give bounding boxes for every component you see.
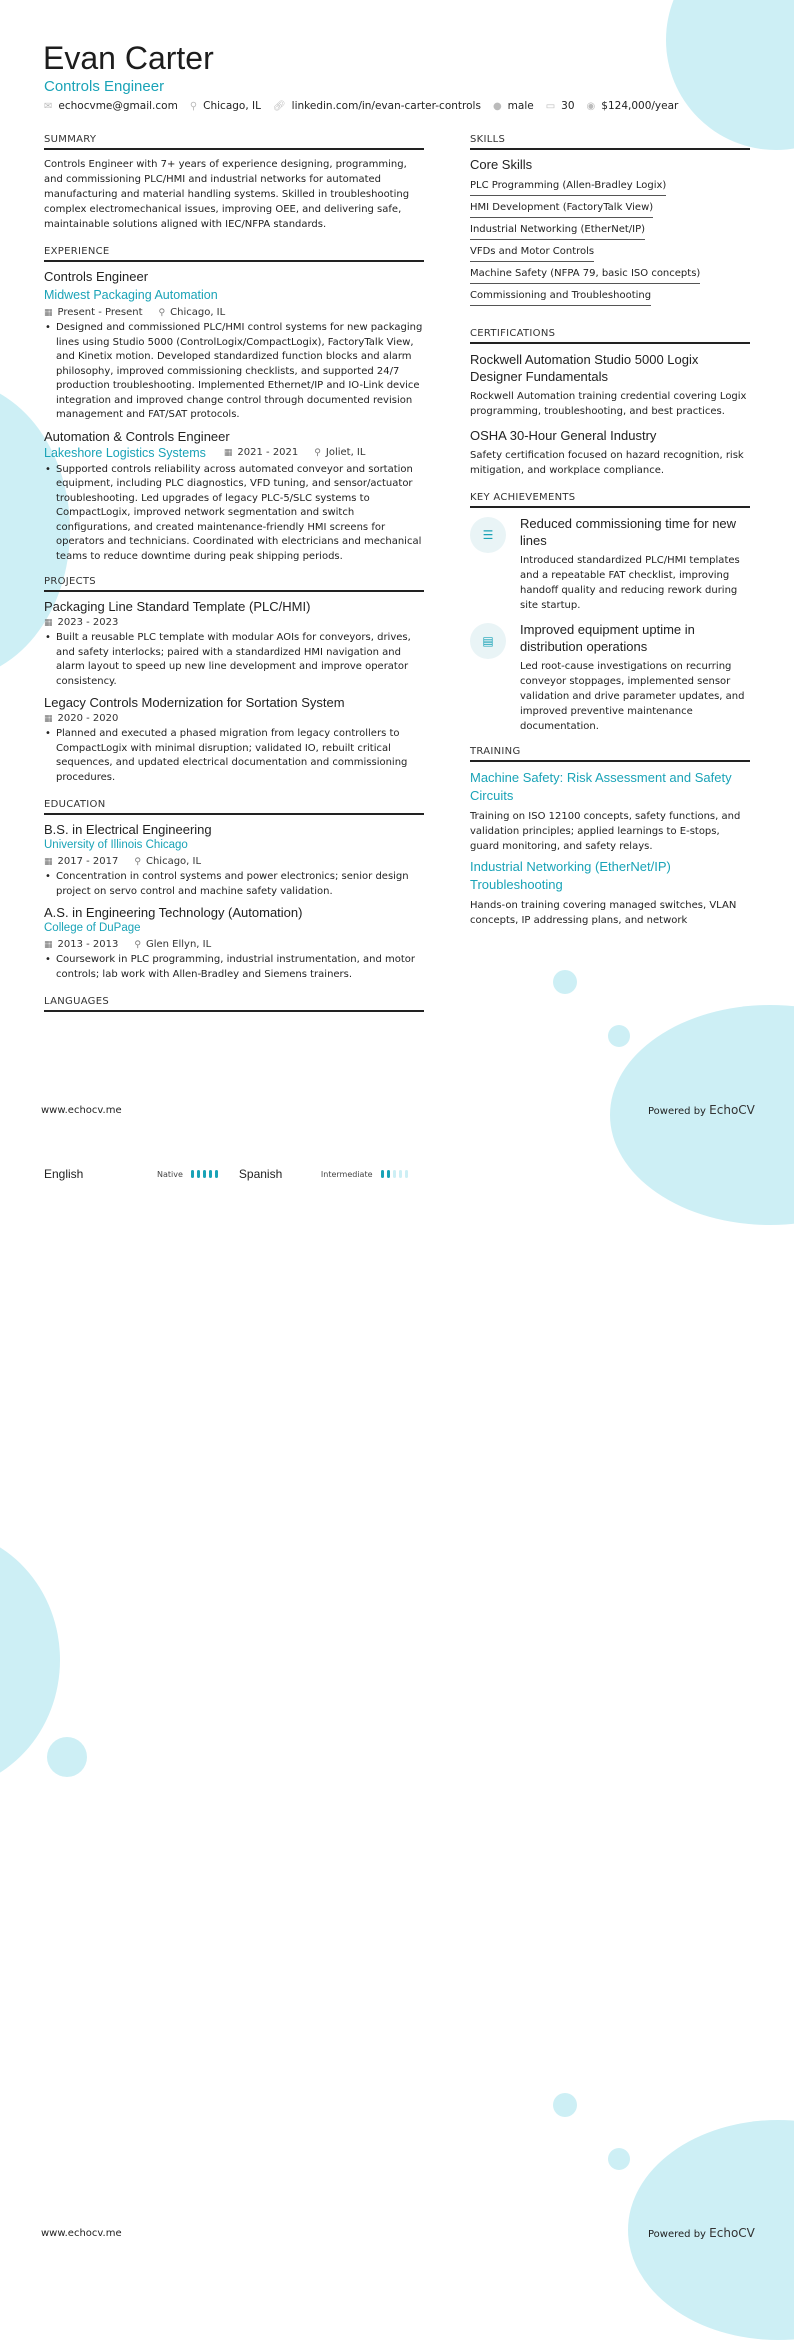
calendar-icon: ▦ — [44, 713, 53, 724]
experience-section — [44, 246, 424, 564]
contact-bar — [44, 100, 690, 112]
languages-row — [44, 1167, 424, 1181]
location-pin-icon: ⚲ — [314, 447, 321, 458]
education-heading: EDUCATION — [44, 799, 424, 815]
summary-section — [44, 134, 424, 232]
achievement-item — [470, 621, 750, 734]
rating-dot — [399, 1170, 402, 1178]
job-meta: ▦ Present - Present ⚲ Chicago, IL — [44, 307, 226, 318]
project-title: Packaging Line Standard Template (PLC/HMI) — [44, 599, 311, 614]
job-title-text: Automation & Controls Engineer — [44, 428, 230, 444]
candidate-name: Evan Carter — [43, 40, 214, 76]
location-pin-icon: ⚲ — [134, 939, 141, 950]
job-bullet: • Designed and commissioned PLC/HMI control systems for new packaging lines using Studio 5000 (ControlLogix/CompactLogix), FactoryTalk View, and Kinetix motion. Developed standardized function blocks and alarm philosophy, improved commissioning checklists, and supported 24/7 production troubleshooting. Implemented Ethernet/IP and IO-Link device integration and improved change control through documented revision management and FAT/SAT protocols. — [44, 321, 424, 423]
decor-circle-small-4 — [553, 2093, 577, 2117]
projects-section — [44, 576, 424, 785]
school-name: College of DuPage — [44, 922, 141, 934]
job-title: Controls Engineer — [44, 78, 165, 95]
education-bullet: • Concentration in control systems and power electronics; senior design project on servo control and machine safety validation. — [44, 870, 424, 899]
training-desc: Hands-on training covering managed switches, VLAN concepts, IP addressing plans, and network — [470, 900, 737, 926]
summary-text: Controls Engineer with 7+ years of experience designing, programming, and commissioning PLC/HMI and industrial networks for automated manufacturing and material handling systems. Skilled in troubleshooting complex electromechanical issues, improving OEE, and delivering safe, maintainable solutions aligned with IEC/NFPA standards. — [44, 159, 410, 230]
degree-title: B.S. in Electrical Engineering — [44, 822, 212, 837]
contact-gender: ● male — [492, 100, 534, 112]
decor-circle-small-2 — [608, 1025, 630, 1047]
certification-title: OSHA 30-Hour General Industry — [470, 428, 657, 443]
rating-dot — [381, 1170, 384, 1178]
job-entry — [44, 429, 424, 565]
document-icon: ▤ — [470, 623, 506, 659]
calendar-icon: ▭ — [545, 100, 556, 112]
left-column — [44, 134, 424, 1019]
skill-item: HMI Development (FactoryTalk View) — [470, 198, 653, 218]
calendar-icon: ▦ — [223, 447, 233, 458]
decor-circle-small-1 — [553, 970, 577, 994]
company-name: Lakeshore Logistics Systems — [44, 445, 206, 460]
calendar-icon: ▦ — [44, 617, 53, 628]
location-pin-icon: ⚲ — [134, 856, 141, 867]
rating-dot — [209, 1170, 212, 1178]
education-meta: ▦ 2017 - 2017 ⚲ Chicago, IL — [44, 856, 202, 867]
language-rating — [381, 1170, 411, 1178]
location-pin-icon: ⚲ — [189, 100, 198, 112]
training-title: Machine Safety: Risk Assessment and Safety Circuits — [470, 770, 732, 803]
training-section — [470, 746, 750, 928]
education-entry — [44, 905, 424, 982]
skill-item: Commissioning and Troubleshooting — [470, 286, 651, 306]
skill-item: Industrial Networking (EtherNet/IP) — [470, 220, 645, 240]
decor-circle-top-right — [666, 0, 794, 150]
rating-dot — [191, 1170, 194, 1178]
training-desc: Training on ISO 12100 concepts, safety functions, and validation principles; applied learnings to E-stops, guard monitoring, and safety relays. — [470, 811, 741, 852]
achievement-title: Reduced commissioning time for new lines — [520, 516, 737, 548]
school-name: University of Illinois Chicago — [44, 839, 188, 851]
project-bullet: • Planned and executed a phased migration from legacy controllers to CompactLogix with minimal disruption; validated IO, rebuilt critical sequences, and updated electrical documentation and commissioning procedures. — [44, 727, 424, 785]
person-icon: ● — [492, 100, 502, 112]
decor-circle-small-5 — [608, 2148, 630, 2170]
certifications-section — [470, 328, 750, 478]
education-section — [44, 799, 424, 982]
contact-salary: ◉ $124,000/year — [586, 100, 679, 112]
footer-website[interactable]: www.echocv.me — [41, 2228, 122, 2239]
achievements-section — [470, 492, 750, 734]
certification-desc: Safety certification focused on hazard recognition, risk mitigation, and workplace compliance. — [470, 450, 744, 476]
calendar-icon: ▦ — [44, 939, 53, 950]
languages-section — [44, 996, 424, 1012]
language-rating — [191, 1170, 239, 1178]
skill-item: PLC Programming (Allen-Bradley Logix) — [470, 176, 666, 196]
training-heading: TRAINING — [470, 746, 750, 762]
skill-item: Machine Safety (NFPA 79, basic ISO concepts) — [470, 264, 700, 284]
achievement-item — [470, 515, 750, 613]
experience-heading: EXPERIENCE — [44, 246, 424, 262]
footer-powered: Powered by EchoCV — [648, 2226, 755, 2240]
calendar-icon: ▦ — [44, 856, 53, 867]
language-level: Native — [157, 1169, 183, 1179]
achievement-title: Improved equipment uptime in distribution operations — [520, 622, 695, 654]
rating-dot — [405, 1170, 408, 1178]
footer-website[interactable]: www.echocv.me — [41, 1105, 122, 1116]
achievement-desc: Led root-cause investigations on recurring conveyor stoppages, implemented sensor validation and drive parameter updates, and improved preventive maintenance documentation. — [520, 661, 745, 732]
certification-desc: Rockwell Automation training credential covering Logix programming, troubleshooting, and best practices. — [470, 391, 747, 417]
language-level: Intermediate — [320, 1169, 373, 1179]
rating-dot — [215, 1170, 218, 1178]
location-pin-icon: ⚲ — [158, 307, 166, 318]
company-name: Midwest Packaging Automation — [44, 288, 218, 302]
certifications-heading: CERTIFICATIONS — [470, 328, 750, 344]
certification-title: Rockwell Automation Studio 5000 Logix Designer Fundamentals — [470, 352, 699, 384]
job-title-text: Controls Engineer — [44, 269, 149, 284]
contact-email: ✉ echocvme@gmail.com — [44, 100, 178, 112]
education-meta: ▦ 2013 - 2013 ⚲ Glen Ellyn, IL — [44, 939, 212, 950]
language-name: English — [44, 1167, 84, 1181]
money-icon: ◉ — [586, 100, 596, 112]
right-column — [470, 134, 750, 928]
project-title: Legacy Controls Modernization for Sortation System — [44, 695, 345, 710]
skills-heading: SKILLS — [470, 134, 750, 150]
skills-section — [470, 134, 750, 306]
rating-dot — [387, 1170, 390, 1178]
summary-heading: SUMMARY — [44, 134, 424, 150]
achievement-desc: Introduced standardized PLC/HMI templates and a repeatable FAT checklist, improving handoff quality and reducing rework during site startup. — [520, 555, 740, 611]
footer-powered: Powered by EchoCV — [648, 1103, 755, 1117]
projects-heading: PROJECTS — [44, 576, 424, 592]
job-entry — [44, 269, 424, 423]
link-icon: 🔗︎ — [272, 100, 286, 112]
rating-dot — [197, 1170, 200, 1178]
education-entry — [44, 822, 424, 899]
project-meta: ▦ 2020 - 2020 — [44, 713, 119, 724]
contact-age: ▭ 30 — [545, 100, 575, 112]
footer-brand: EchoCV — [709, 1103, 755, 1117]
list-icon: ☰ — [470, 517, 506, 553]
language-name: Spanish — [238, 1167, 283, 1181]
contact-linkedin[interactable]: 🔗︎ linkedin.com/in/evan-carter-controls — [272, 100, 481, 112]
project-meta: ▦ 2023 - 2023 — [44, 617, 119, 628]
training-title: Industrial Networking (EtherNet/IP) Troubleshooting — [470, 859, 671, 892]
rating-dot — [393, 1170, 396, 1178]
contact-location: ⚲ Chicago, IL — [189, 100, 261, 112]
rating-dot — [203, 1170, 206, 1178]
skill-item: VFDs and Motor Controls — [470, 242, 594, 262]
project-entry — [44, 695, 424, 785]
project-bullet: • Built a reusable PLC template with modular AOIs for conveyors, drives, and safety interlocks; paired with a standardized HMI navigation and alarm layout to speed up new line development and improve operator consistency. — [44, 631, 424, 689]
project-entry — [44, 599, 424, 689]
languages-heading: LANGUAGES — [44, 996, 424, 1012]
email-icon: ✉ — [44, 100, 53, 112]
footer-brand: EchoCV — [709, 2226, 755, 2240]
calendar-icon: ▦ — [44, 307, 53, 318]
degree-title: A.S. in Engineering Technology (Automation) — [44, 905, 303, 920]
education-bullet: • Coursework in PLC programming, industrial instrumentation, and motor controls; lab work with Allen-Bradley and Siemens trainers. — [44, 953, 424, 982]
job-bullet: • Supported controls reliability across automated conveyor and sortation equipment, including PLC diagnostics, VFD tuning, and sensor/actuator troubleshooting. Led upgrades of legacy PLC-5/SLC systems to CompactLogix, improved network segmentation and switch configurations, and created maintenance-friendly HMI screens for operators and technicians. Coordinated with electricians and mechanical teams to reduce downtime during peak shipping periods. — [44, 463, 424, 565]
skills-group-title: Core Skills — [470, 157, 533, 172]
decor-circle-small-3 — [47, 1737, 87, 1777]
job-meta: Lakeshore Logistics Systems ▦ 2021 - 2021 ⚲ Joliet, IL — [44, 445, 366, 460]
achievements-heading: KEY ACHIEVEMENTS — [470, 492, 750, 508]
